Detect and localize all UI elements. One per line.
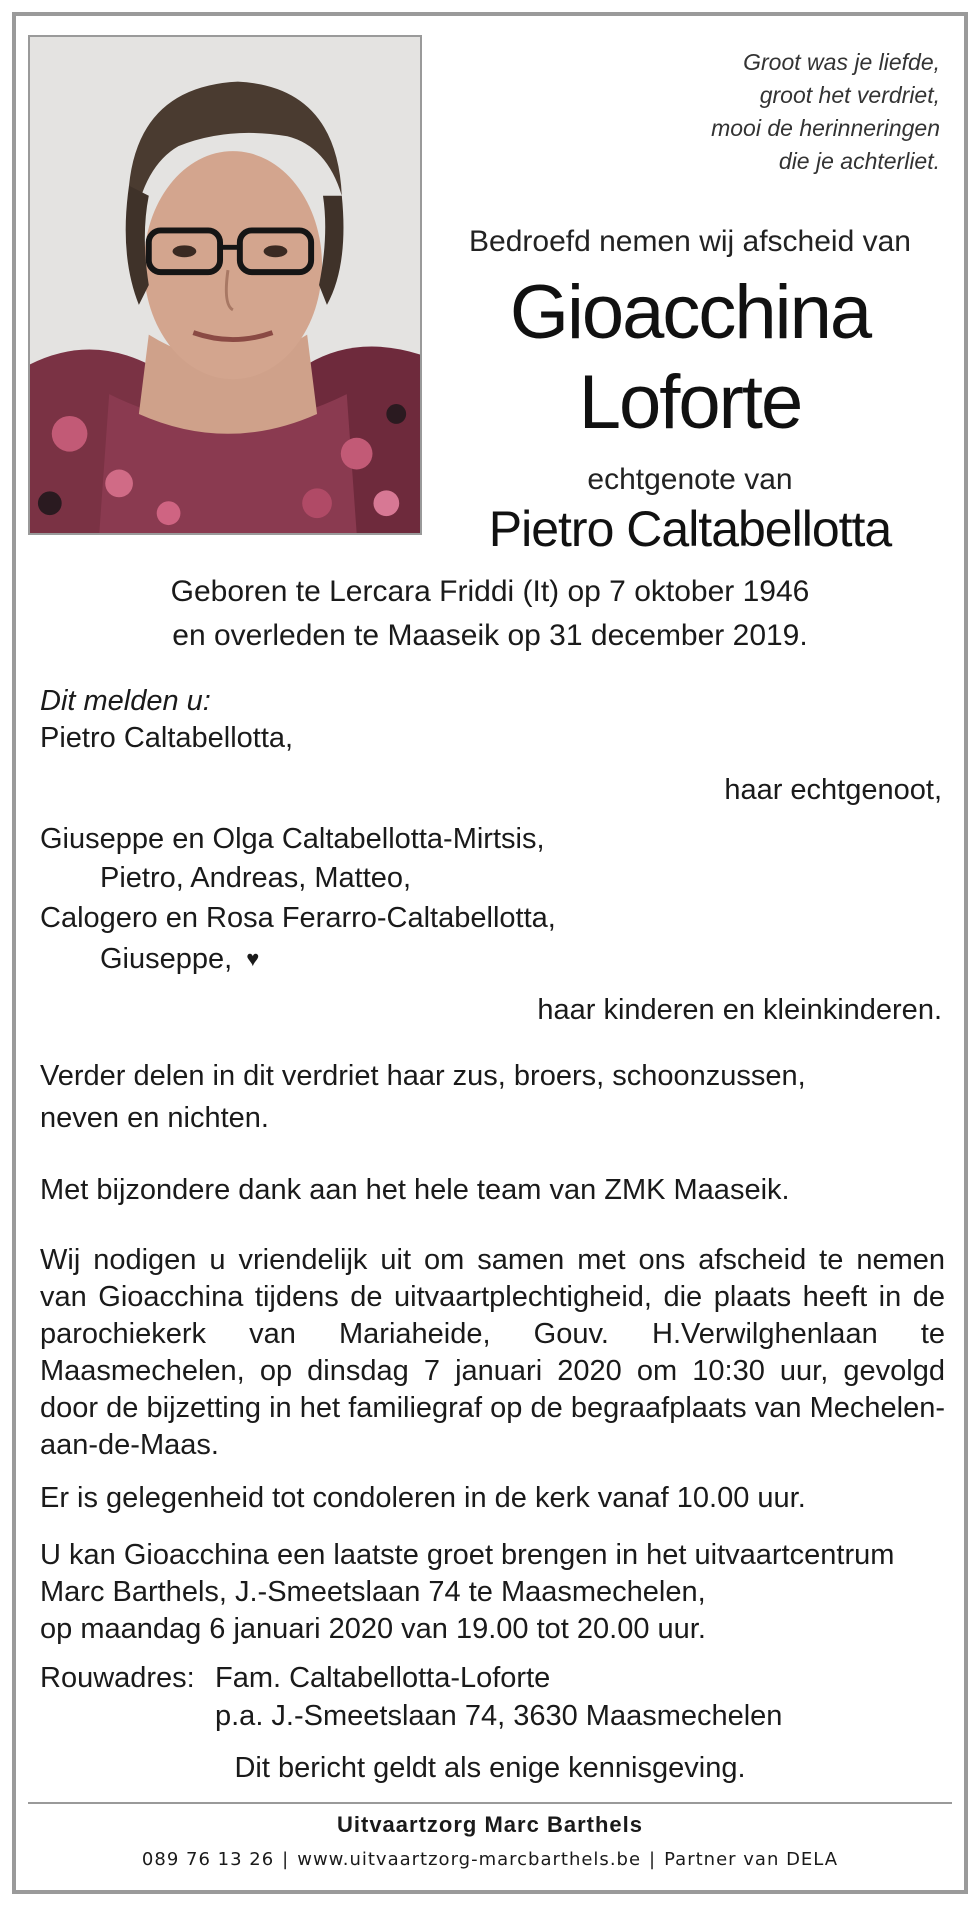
- footer-contact: [0, 1849, 980, 1870]
- farewell-line-3: op maandag 6 januari 2020 van 19.00 tot 20.00 uur.: [40, 1613, 706, 1645]
- deceased-first-name: Gioacchina: [509, 270, 871, 355]
- address-line-1: Fam. Caltabellotta-Loforte: [215, 1662, 551, 1694]
- condolence-text: Er is gelegenheid tot condoleren in de kerk vanaf 10.00 uur.: [40, 1482, 806, 1514]
- thanks-text: Met bijzondere dank aan het hele team van ZMK Maaseik.: [40, 1174, 790, 1206]
- husband-name: Pietro Caltabellotta,: [40, 722, 294, 754]
- child-couple-1: Giuseppe en Olga Caltabellotta-Mirtsis,: [40, 823, 545, 855]
- farewell-line-2: Marc Barthels, J.-Smeetslaan 74 te Maasmechelen,: [40, 1576, 706, 1608]
- also-share-line-1: Verder delen in dit verdriet haar zus, broers, schoonzussen,: [40, 1060, 806, 1092]
- funeral-company-name: Uitvaartzorg Marc Barthels: [337, 1812, 643, 1837]
- ceremony-text: Wij nodigen u vriendelijk uit om samen met ons afscheid te nemen van Gioacchina tijdens de uitvaartplechtigheid, die plaats heeft in de parochiekerk van Mariaheide, Gouv. H.Verwilghenlaan te Maasmechelen, op dinsdag 7 januari 2020 om 10:30 uur, gevolgd door de bijzetting in het familiegraf op de begraafplaats van Mechelen-aan-de-Maas.: [40, 1244, 945, 1461]
- portrait-photo: [28, 35, 422, 535]
- address-line-2: p.a. J.-Smeetslaan 74, 3630 Maasmechelen: [215, 1700, 783, 1732]
- grandchildren-2: Giuseppe,: [100, 943, 233, 975]
- children-role: haar kinderen en kleinkinderen.: [537, 994, 942, 1026]
- husband-role: haar echtgenoot,: [724, 774, 942, 806]
- poem-line: mooi de herinneringen: [711, 115, 940, 141]
- poem-line: Groot was je liefde,: [743, 49, 940, 75]
- phone-number: 089 76 13 26: [141, 1849, 275, 1870]
- born-line: Geboren te Lercara Friddi (It) op 7 oktober 1946: [170, 575, 810, 608]
- died-line: en overleden te Maaseik op 31 december 2019.: [172, 619, 808, 652]
- address-label: Rouwadres:: [40, 1662, 195, 1694]
- spouse-name: Pietro Caltabellotta: [488, 501, 892, 557]
- grandchildren-2-line: [100, 940, 259, 978]
- website-link[interactable]: www.uitvaartzorg-marcbarthels.be: [297, 1849, 642, 1870]
- heart-icon: ♥: [246, 946, 260, 971]
- notice-text: Dit bericht geldt als enige kennisgeving.: [234, 1752, 746, 1784]
- child-couple-2: Calogero en Rosa Ferarro-Caltabellotta,: [40, 902, 556, 934]
- poem-line: groot het verdriet,: [759, 82, 940, 108]
- grandchildren-1: Pietro, Andreas, Matteo,: [100, 862, 412, 894]
- deceased-last-name: Loforte: [578, 360, 802, 445]
- separator: |: [282, 1849, 290, 1870]
- poem: [520, 46, 940, 178]
- birth-death-info: [0, 570, 980, 658]
- intro-text: Bedroefd nemen wij afscheid van: [469, 225, 911, 258]
- partner-text: Partner van DELA: [664, 1849, 839, 1870]
- poem-line: die je achterliet.: [778, 148, 940, 174]
- spouse-label: echtgenote van: [587, 463, 793, 496]
- family-heading: Dit melden u:: [40, 685, 211, 717]
- separator: |: [649, 1849, 657, 1870]
- also-share-line-2: neven en nichten.: [40, 1102, 269, 1134]
- farewell-line-1: U kan Gioacchina een laatste groet brengen in het uitvaartcentrum: [40, 1539, 895, 1571]
- footer-divider: [28, 1802, 952, 1804]
- deceased-name: [440, 268, 940, 448]
